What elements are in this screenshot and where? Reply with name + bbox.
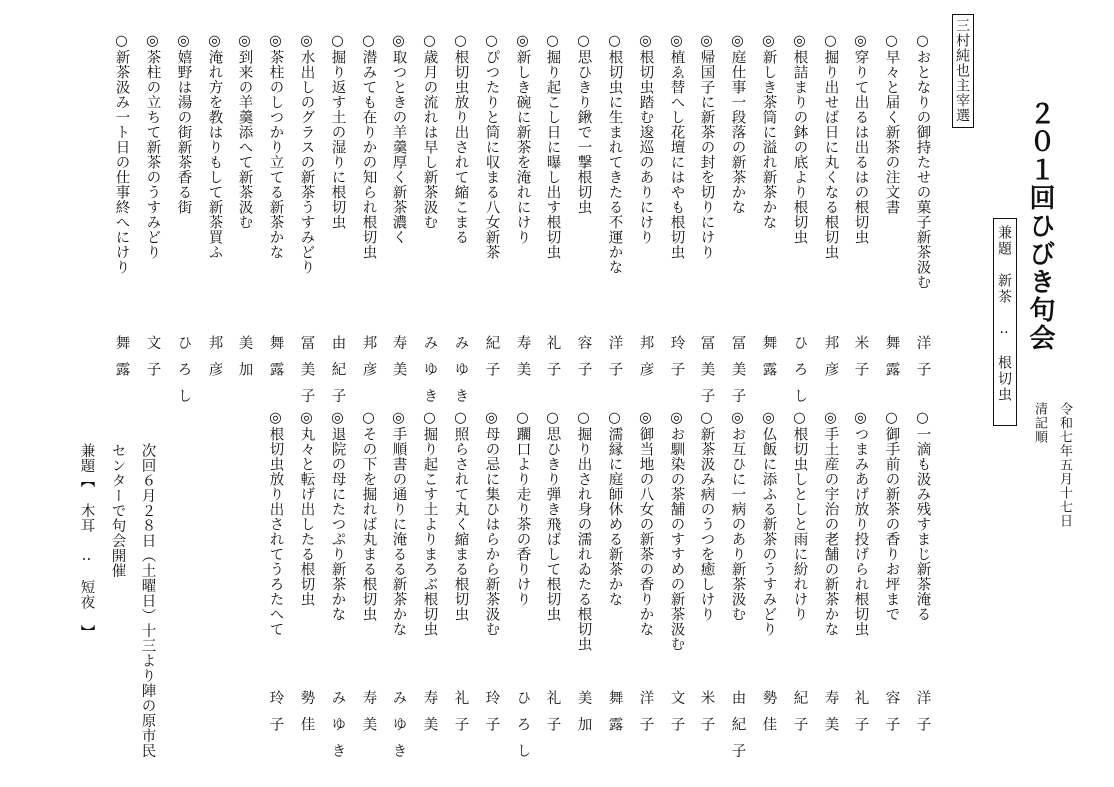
poem-author: 舞露: [883, 335, 900, 388]
poem-column: ○新茶汲み病のうつを癒しけり: [698, 410, 715, 622]
poem-author: 勢佳: [760, 690, 777, 743]
poem-author: 舞露: [267, 335, 284, 388]
poem-column: ○早々と届く新茶の注文書: [883, 33, 900, 215]
poem-author: ひろし: [175, 335, 192, 415]
poem-author: 米子: [852, 335, 869, 388]
poem-author: 礼子: [852, 690, 869, 743]
poem-column: ◎根詰まりの鉢の底より根切虫: [791, 33, 808, 245]
poem-author: 美加: [236, 335, 253, 388]
poem-column: ○おとなりの御持たせの菓子新茶汲む: [914, 33, 931, 290]
poem-author: 由紀子: [729, 690, 746, 770]
poem-column: ◎茶柱のしつかり立てる新茶かな: [267, 33, 284, 260]
poem-column: ○掘り出せば日に丸くなる根切虫: [822, 33, 839, 260]
poem-column: ◎新しき茶筒に溢れ新茶かな: [760, 33, 777, 230]
poem-column: ◎母の忌に集ひはらから新茶汲む: [483, 410, 500, 637]
poem-author: 洋子: [637, 690, 654, 743]
poem-author: 舞露: [760, 335, 777, 388]
poem-author: 邦彦: [637, 335, 654, 388]
page-title: ２０１回ひびき句会: [1025, 100, 1055, 352]
next-kendai: 兼題【 木耳 ‥ 短夜 】: [78, 443, 95, 640]
poem-author: みゆき: [390, 690, 407, 770]
poem-column: ◎手順書の通りに淹るる新茶かな: [390, 410, 407, 637]
poem-column: ○ぴつたりと筒に収まる八女新茶: [483, 33, 500, 260]
poem-column: ◎到来の羊羹添へて新茶汲む: [236, 33, 253, 230]
poem-author: 容子: [883, 690, 900, 743]
meeting-date: 令和七年五月十七日: [1057, 402, 1072, 528]
poem-column: ○歳月の流れは早し新茶汲む: [421, 33, 438, 230]
poem-author: 寿美: [514, 335, 531, 388]
poem-author: 勢佳: [298, 690, 315, 743]
poem-author: 冨美子: [698, 335, 715, 415]
poem-author: 寿美: [360, 690, 377, 743]
poem-column: ◎取つときの羊羹厚く新茶濃く: [390, 33, 407, 245]
poem-column: ◎つまみあげ放り投げられ根切虫: [852, 410, 869, 637]
poem-column: ◎退院の母にたつぷり新茶かな: [329, 410, 346, 622]
poem-column: ○御手前の新茶の香りお坪まで: [883, 410, 900, 622]
poem-column: ○根切虫放り出されて縮こまる: [452, 33, 469, 245]
poem-column: ○思ひきり弾き飛ばして根切虫: [544, 410, 561, 622]
poem-author: 冨美子: [298, 335, 315, 415]
poem-author: 玲子: [483, 690, 500, 743]
poem-column: ◎お馴染の茶舗のすすめの新茶汲む: [668, 410, 685, 652]
poem-author: 紀子: [791, 690, 808, 743]
poem-author: 文子: [144, 335, 161, 388]
poem-author: 舞露: [113, 335, 130, 388]
poem-column: ◎根切虫放り出されてうろたへて: [267, 410, 284, 637]
poem-column: ○掘り出され身の濡れゐたる根切虫: [575, 410, 592, 652]
poem-author: みゆき: [329, 690, 346, 770]
poem-column: ○根切虫に生まれてきたる不運かな: [606, 33, 623, 275]
poem-author: 文子: [668, 690, 685, 743]
poem-author: 寿美: [421, 690, 438, 743]
poem-column: ◎仏飯に添ふる新茶のうすみどり: [760, 410, 777, 637]
poem-column: ◎根切虫踏む逡巡のありにけり: [637, 33, 654, 245]
poem-author: 洋子: [914, 690, 931, 743]
poem-column: ○その下を掘れば丸まる根切虫: [360, 410, 377, 622]
poem-author: 玲子: [267, 690, 284, 743]
poem-author: 洋子: [606, 335, 623, 388]
poem-column: ○濡縁に庭師休める新茶かな: [606, 410, 623, 607]
poem-column: ○掘り返す土の湿りに根切虫: [329, 33, 346, 230]
poem-column: ◎御当地の八女の新茶の香りかな: [637, 410, 654, 637]
poem-author: 寿美: [822, 690, 839, 743]
poem-column: ○躙口より走り茶の香りけり: [514, 410, 531, 607]
poem-author: 礼子: [544, 690, 561, 743]
poem-author: 由紀子: [329, 335, 346, 415]
kendai-text: 兼題 新茶 ‥ 根切虫: [996, 225, 1012, 403]
poem-column: ◎植ゑ替へし花壇にはやも根切虫: [668, 33, 685, 260]
poem-author: みゆき: [421, 335, 438, 415]
selection-box: [952, 14, 974, 128]
poem-author: 容子: [575, 335, 592, 388]
poem-column: ◎手土産の宇治の老舗の新茶かな: [822, 410, 839, 637]
poem-column: ○掘り起こし日に曝し出す根切虫: [544, 33, 561, 260]
poem-column: ◎茶柱の立ちて新茶のうすみどり: [144, 33, 161, 260]
poem-column: ○潜みても在りかの知られ根切虫: [360, 33, 377, 260]
poem-author: ひろし: [514, 690, 531, 770]
poem-author: 米子: [698, 690, 715, 743]
poem-author: みゆき: [452, 335, 469, 415]
poem-column: ○思ひきり鍬で一撃根切虫: [575, 33, 592, 215]
selection-label: 三村純也主宰選: [954, 18, 970, 123]
poem-column: ○根切虫しとしと雨に紛れけり: [791, 410, 808, 622]
poem-author: 寿美: [390, 335, 407, 388]
poem-column: ◎帰国子に新茶の封を切りにけり: [698, 33, 715, 260]
poem-author: 舞露: [606, 690, 623, 743]
poem-author: 邦彦: [360, 335, 377, 388]
poem-author: 礼子: [452, 690, 469, 743]
poem-author: 紀子: [483, 335, 500, 388]
poem-column: ○照らされて丸く縮まる根切虫: [452, 410, 469, 622]
poem-author: 邦彦: [206, 335, 223, 388]
poem-column: ○一滴も汲み残すまじ新茶淹る: [914, 410, 931, 622]
next-meeting-line: センターで句会開催: [109, 443, 126, 578]
poem-column: ◎丸々と転げ出したる根切虫: [298, 410, 315, 607]
poem-author: 礼子: [544, 335, 561, 388]
poem-column: ◎お互ひに一病のあり新茶汲む: [729, 410, 746, 622]
kendai-box: [993, 218, 1017, 426]
poem-column: ○新茶汲み一ト日の仕事終へにけり: [113, 33, 130, 275]
poem-author: 洋子: [914, 335, 931, 388]
poem-author: 美加: [575, 690, 592, 743]
poem-column: ◎新しき碗に新茶を淹れにけり: [514, 33, 531, 245]
poem-author: ひろし: [791, 335, 808, 415]
poem-author: 冨美子: [729, 335, 746, 415]
poem-column: ◎水出しのグラスの新茶うすみどり: [298, 33, 315, 275]
poem-author: 邦彦: [822, 335, 839, 388]
poem-column: ◎嬉野は湯の街新茶香る街: [175, 33, 192, 215]
listing-order: 清記順: [1032, 402, 1047, 444]
poem-column: ○掘り起こす土よりまろぶ根切虫: [421, 410, 438, 637]
poem-author: 玲子: [668, 335, 685, 388]
poem-column: ◎穿りて出るは出るはの根切虫: [852, 33, 869, 245]
next-meeting-line: 次回６月２８日（土曜日）十三より陣の原市民: [139, 443, 156, 758]
poem-column: ◎淹れ方を教はりもして新茶買ふ: [206, 33, 223, 260]
poem-column: ◎庭仕事一段落の新茶かな: [729, 33, 746, 215]
